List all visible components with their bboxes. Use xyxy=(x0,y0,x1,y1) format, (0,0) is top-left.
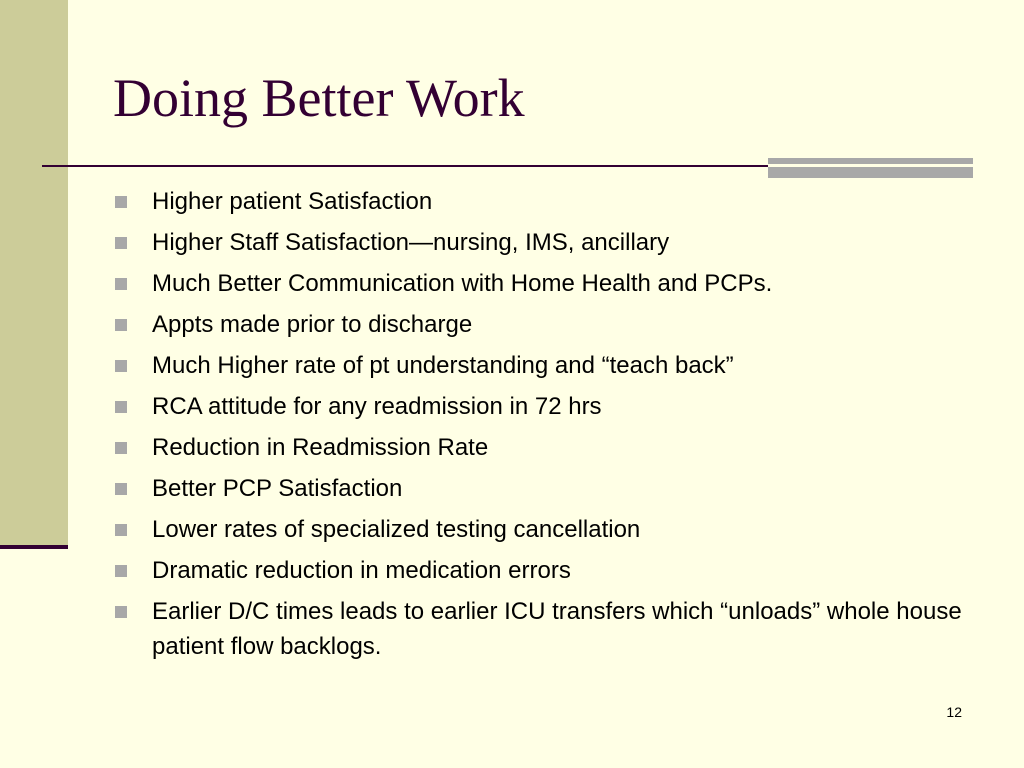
bullet-text: Much Higher rate of pt understanding and “teach back” xyxy=(152,352,734,379)
bullet-text: Much Better Communication with Home Health and PCPs. xyxy=(152,270,773,297)
bullet-list xyxy=(113,184,973,670)
left-decorative-bar xyxy=(0,0,68,545)
left-bar-accent-line xyxy=(0,545,68,549)
bullet-text: Appts made prior to discharge xyxy=(152,311,473,338)
bullet-item xyxy=(113,389,973,424)
slide-title: Doing Better Work xyxy=(113,68,525,128)
page-number: 12 xyxy=(946,704,962,720)
square-bullet-icon xyxy=(115,442,127,454)
bullet-text: Lower rates of specialized testing cancellation xyxy=(152,516,641,543)
bullet-item xyxy=(113,225,973,260)
bullet-item xyxy=(113,184,973,219)
bullet-text: Better PCP Satisfaction xyxy=(152,475,403,502)
bullet-text: RCA attitude for any readmission in 72 hrs xyxy=(152,393,602,420)
bullet-item xyxy=(113,594,973,664)
square-bullet-icon xyxy=(115,319,127,331)
title-divider-block xyxy=(768,158,973,178)
square-bullet-icon xyxy=(115,237,127,249)
square-bullet-icon xyxy=(115,278,127,290)
square-bullet-icon xyxy=(115,606,127,618)
bullet-text: Earlier D/C times leads to earlier ICU transfers which “unloads” whole house patient flow backlogs. xyxy=(152,598,962,660)
bullet-text: Higher Staff Satisfaction—nursing, IMS, ancillary xyxy=(152,229,670,256)
bullet-item xyxy=(113,512,973,547)
bullet-item xyxy=(113,266,973,301)
bullet-text: Higher patient Satisfaction xyxy=(152,188,433,215)
square-bullet-icon xyxy=(115,565,127,577)
square-bullet-icon xyxy=(115,196,127,208)
bullet-item xyxy=(113,307,973,342)
title-divider-line xyxy=(42,165,768,167)
square-bullet-icon xyxy=(115,360,127,372)
square-bullet-icon xyxy=(115,483,127,495)
bullet-text: Reduction in Readmission Rate xyxy=(152,434,489,461)
bullet-item xyxy=(113,471,973,506)
square-bullet-icon xyxy=(115,524,127,536)
bullet-item xyxy=(113,348,973,383)
bullet-text: Dramatic reduction in medication errors xyxy=(152,557,571,584)
bullet-item xyxy=(113,553,973,588)
bullet-item xyxy=(113,430,973,465)
square-bullet-icon xyxy=(115,401,127,413)
